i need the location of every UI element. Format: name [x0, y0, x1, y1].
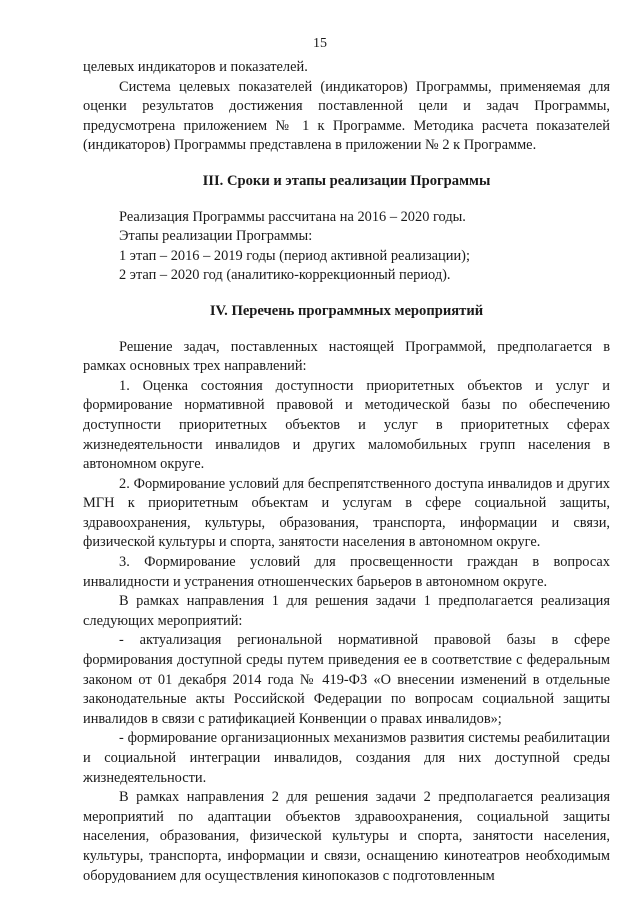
section-4-paragraph: В рамках направления 1 для решения задачи 1 предполагается реализация следующих мероприятий: — [83, 593, 610, 629]
section-3-title: III. Сроки и этапы реализации Программы — [202, 172, 491, 189]
section-4-title: IV. Перечень программных мероприятий — [209, 302, 484, 319]
section-3-line: Этапы реализации Программы: — [119, 228, 313, 245]
document-body — [83, 58, 610, 886]
paragraph-indicators: Система целевых показателей (индикаторов) Программы, применяемая для оценки результатов достижения поставленной цели и задач Программы, предусмотрена приложением № 1 к Программе. Методика расчета показателей (индикаторов) Программы представлена в приложении № 2 к Программе. — [83, 78, 610, 154]
section-4-paragraph: - формирование организационных механизмов развития системы реабилитации и социальной интеграции инвалидов, создания для них доступной среды жизнедеятельности. — [83, 730, 610, 786]
section-4-paragraph: - актуализация региональной нормативной правовой базы в сфере формирования доступной среды путем приведения ее в соответствие с федеральным законом от 01 декабря 2014 года № 419-ФЗ «О внесении изменений в отдельные законодательные акты Российской Федерации по вопросам социальной защиты инвалидов в связи с ратификацией Конвенции о правах инвалидов»; — [83, 632, 610, 727]
section-4-paragraph: 3. Формирование условий для просвещенности граждан в вопросах инвалидности и устранения отношенческих барьеров в автономном округе. — [83, 554, 610, 590]
section-3-line: 1 этап – 2016 – 2019 годы (период активной реализации); — [119, 247, 470, 264]
section-4-paragraph: В рамках направления 2 для решения задачи 2 предполагается реализация мероприятий по адаптации объектов здравоохранения, социальной защиты населения, образования, физической культуры и спорта, занятости населения, культуры, транспорта, информации и связи, оснащению кинотеатров необходимым оборудованием для осуществления кинопоказов с подготовленным — [83, 789, 610, 884]
section-3-line: 2 этап – 2020 год (аналитико-коррекционный период). — [119, 267, 451, 284]
section-4-paragraph: 1. Оценка состояния доступности приоритетных объектов и услуг и формирование нормативной правовой и методической базы по обеспечению доступности приоритетных объектов и услуг в приоритетных сферах жизнедеятельности инвалидов и других маломобильных групп населения в автономном округе. — [83, 377, 610, 473]
page-number: 15 — [313, 36, 327, 51]
paragraph-continuation: целевых индикаторов и показателей. — [83, 59, 308, 75]
section-4-paragraph: Решение задач, поставленных настоящей Программой, предполагается в рамках основных трех направлений: — [83, 338, 610, 375]
section-4-paragraph: 2. Формирование условий для беспрепятственного доступа инвалидов и других МГН к приоритетным объектам и услугам в сфере социальной защиты, здравоохранения, культуры, образования, транспорта, информации и связи, физической культуры и спорта, занятости населения в автономном округе. — [83, 475, 610, 551]
section-3-line: Реализация Программы рассчитана на 2016 – 2020 годы. — [119, 208, 466, 225]
